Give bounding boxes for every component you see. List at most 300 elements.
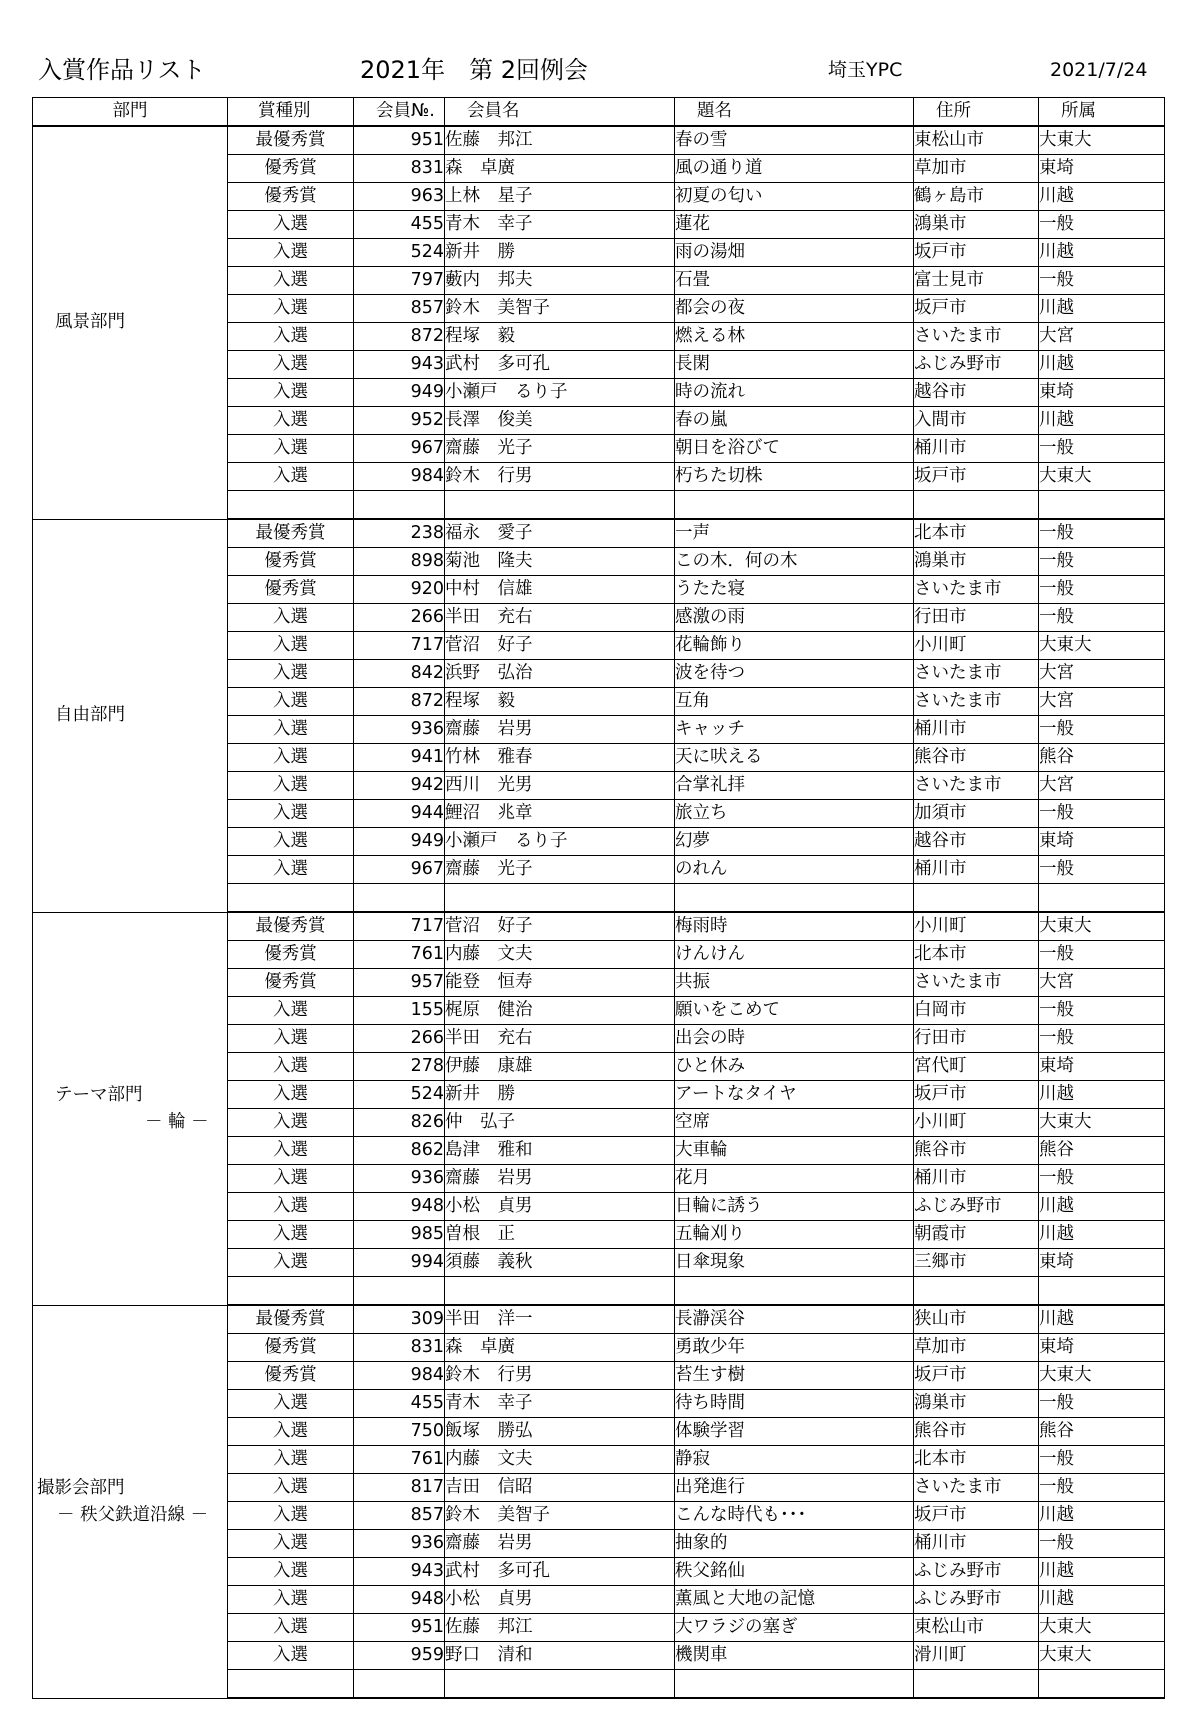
empty-cell (1039, 1277, 1165, 1306)
member-no-cell: 984 (354, 463, 445, 491)
affiliation-cell: 東埼 (1039, 379, 1165, 407)
title-cell: 空席 (675, 1109, 914, 1137)
address-cell: 富士見市 (914, 267, 1039, 295)
member-no-cell: 936 (354, 1530, 445, 1558)
member-no-cell: 943 (354, 351, 445, 379)
affiliation-cell: 東埼 (1039, 1249, 1165, 1277)
title-cell: 互角 (675, 688, 914, 716)
title-cell: 願いをこめて (675, 997, 914, 1025)
affiliation-cell: 一般 (1039, 604, 1165, 632)
address-cell: 鴻巣市 (914, 211, 1039, 239)
address-cell: 草加市 (914, 155, 1039, 183)
award-cell: 入選 (228, 1390, 354, 1418)
title-cell: 時の流れ (675, 379, 914, 407)
affiliation-cell: 川越 (1039, 1305, 1165, 1334)
award-cell: 入選 (228, 1025, 354, 1053)
member-no-cell: 941 (354, 744, 445, 772)
member-no-cell: 984 (354, 1362, 445, 1390)
award-cell: 入選 (228, 716, 354, 744)
award-cell: 最優秀賞 (228, 126, 354, 155)
address-cell: 東松山市 (914, 1614, 1039, 1642)
member-no-cell: 872 (354, 688, 445, 716)
title-cell: 都会の夜 (675, 295, 914, 323)
award-cell: 入選 (228, 632, 354, 660)
address-cell: 鶴ヶ島市 (914, 183, 1039, 211)
address-cell: 熊谷市 (914, 1137, 1039, 1165)
award-cell: 入選 (228, 800, 354, 828)
empty-cell (354, 884, 445, 913)
affiliation-cell: 一般 (1039, 1390, 1165, 1418)
affiliation-cell: 大東大 (1039, 1362, 1165, 1390)
address-cell: 熊谷市 (914, 744, 1039, 772)
affiliation-cell: 熊谷 (1039, 1137, 1165, 1165)
address-cell: ふじみ野市 (914, 1558, 1039, 1586)
title-cell: 感激の雨 (675, 604, 914, 632)
title-cell: 旅立ち (675, 800, 914, 828)
award-cell: 入選 (228, 1193, 354, 1221)
address-cell: 加須市 (914, 800, 1039, 828)
title-cell: 初夏の匂い (675, 183, 914, 211)
award-cell: 最優秀賞 (228, 519, 354, 548)
affiliation-cell: 一般 (1039, 1165, 1165, 1193)
address-cell: 坂戸市 (914, 1502, 1039, 1530)
address-cell: ふじみ野市 (914, 351, 1039, 379)
title-cell: けんけん (675, 941, 914, 969)
empty-cell (445, 1670, 675, 1699)
member-no-cell: 797 (354, 267, 445, 295)
member-name-cell: 半田 充右 (445, 1025, 675, 1053)
member-no-cell: 831 (354, 155, 445, 183)
empty-cell (354, 1670, 445, 1699)
affiliation-cell: 大東大 (1039, 1642, 1165, 1670)
address-cell: 小川町 (914, 632, 1039, 660)
address-cell: 草加市 (914, 1334, 1039, 1362)
member-no-cell: 943 (354, 1558, 445, 1586)
address-cell: 北本市 (914, 1446, 1039, 1474)
award-cell: 優秀賞 (228, 969, 354, 997)
empty-cell (914, 884, 1039, 913)
title-cell: うたた寝 (675, 576, 914, 604)
empty-cell (675, 1670, 914, 1699)
document-title: 入賞作品リスト (38, 56, 206, 84)
member-no-cell: 942 (354, 772, 445, 800)
empty-cell (675, 491, 914, 520)
member-name-cell: 鈴木 美智子 (445, 1502, 675, 1530)
member-no-cell: 857 (354, 295, 445, 323)
affiliation-cell: 川越 (1039, 1193, 1165, 1221)
title-cell: 幻夢 (675, 828, 914, 856)
empty-cell (228, 1277, 354, 1306)
award-cell: 入選 (228, 1165, 354, 1193)
title-cell: 出会の時 (675, 1025, 914, 1053)
member-name-cell: 小瀬戸 るり子 (445, 828, 675, 856)
title-cell: 天に吠える (675, 744, 914, 772)
empty-cell (354, 491, 445, 520)
member-no-cell: 963 (354, 183, 445, 211)
title-cell: ひと休み (675, 1053, 914, 1081)
member-no-cell: 967 (354, 435, 445, 463)
member-name-cell: 半田 洋一 (445, 1305, 675, 1334)
affiliation-cell: 大宮 (1039, 660, 1165, 688)
column-header-member-no: 会員№. (354, 98, 445, 127)
table-row (33, 519, 1165, 548)
award-cell: 入選 (228, 828, 354, 856)
department-label-group (33, 309, 227, 336)
title-cell: 長閑 (675, 351, 914, 379)
member-name-cell: 曽根 正 (445, 1221, 675, 1249)
address-cell: 狭山市 (914, 1305, 1039, 1334)
member-name-cell: 飯塚 勝弘 (445, 1418, 675, 1446)
title-cell: のれん (675, 856, 914, 884)
department-name: 自由部門 (55, 705, 125, 725)
affiliation-cell: 川越 (1039, 1558, 1165, 1586)
department-name: テーマ部門 (55, 1084, 143, 1105)
department-label-group (33, 702, 227, 729)
member-no-cell: 717 (354, 632, 445, 660)
award-cell: 入選 (228, 772, 354, 800)
member-no-cell: 455 (354, 211, 445, 239)
award-cell: 入選 (228, 856, 354, 884)
address-cell: 越谷市 (914, 379, 1039, 407)
affiliation-cell: 東埼 (1039, 828, 1165, 856)
member-name-cell: 菅沼 好子 (445, 912, 675, 941)
award-cell: 優秀賞 (228, 1334, 354, 1362)
award-cell: 入選 (228, 688, 354, 716)
address-cell: 北本市 (914, 519, 1039, 548)
empty-cell (228, 1670, 354, 1699)
member-no-cell: 872 (354, 323, 445, 351)
affiliation-cell: 大東大 (1039, 1614, 1165, 1642)
member-name-cell: 森 卓廣 (445, 155, 675, 183)
member-name-cell: 齋藤 岩男 (445, 1530, 675, 1558)
title-cell: 梅雨時 (675, 912, 914, 941)
column-header-affiliation: 所属 (1039, 98, 1165, 127)
address-cell: 行田市 (914, 604, 1039, 632)
affiliation-cell: 大東大 (1039, 126, 1165, 155)
club-name: 埼玉YPC (828, 59, 903, 81)
affiliation-cell: 一般 (1039, 435, 1165, 463)
member-name-cell: 福永 愛子 (445, 519, 675, 548)
empty-cell (914, 1670, 1039, 1699)
address-cell: 桶川市 (914, 435, 1039, 463)
member-no-cell: 957 (354, 969, 445, 997)
affiliation-cell: 川越 (1039, 295, 1165, 323)
award-cell: 入選 (228, 1474, 354, 1502)
address-cell: 白岡市 (914, 997, 1039, 1025)
member-name-cell: 中村 信雄 (445, 576, 675, 604)
title-cell: 出発進行 (675, 1474, 914, 1502)
member-no-cell: 717 (354, 912, 445, 941)
title-cell: 体験学習 (675, 1418, 914, 1446)
member-name-cell: 青木 幸子 (445, 1390, 675, 1418)
address-cell: 熊谷市 (914, 1418, 1039, 1446)
award-cell: 入選 (228, 1530, 354, 1558)
affiliation-cell: 一般 (1039, 211, 1165, 239)
award-cell: 入選 (228, 1558, 354, 1586)
member-no-cell: 524 (354, 1081, 445, 1109)
affiliation-cell: 一般 (1039, 997, 1165, 1025)
member-name-cell: 浜野 弘治 (445, 660, 675, 688)
address-cell: 小川町 (914, 912, 1039, 941)
address-cell: 鴻巣市 (914, 548, 1039, 576)
column-header-title: 題名 (675, 98, 914, 127)
member-no-cell: 920 (354, 576, 445, 604)
member-name-cell: 小松 貞男 (445, 1586, 675, 1614)
affiliation-cell: 一般 (1039, 267, 1165, 295)
member-no-cell: 826 (354, 1109, 445, 1137)
address-cell: 鴻巣市 (914, 1390, 1039, 1418)
award-list-table (32, 97, 1165, 1699)
address-cell: 北本市 (914, 941, 1039, 969)
member-name-cell: 齋藤 岩男 (445, 1165, 675, 1193)
award-cell: 入選 (228, 1586, 354, 1614)
affiliation-cell: 熊谷 (1039, 1418, 1165, 1446)
address-cell: 桶川市 (914, 856, 1039, 884)
address-cell: さいたま市 (914, 969, 1039, 997)
title-cell: 秩父銘仙 (675, 1558, 914, 1586)
title-cell: 機関車 (675, 1642, 914, 1670)
member-name-cell: 佐藤 邦江 (445, 1614, 675, 1642)
member-name-cell: 伊藤 康雄 (445, 1053, 675, 1081)
address-cell: 桶川市 (914, 1530, 1039, 1558)
member-name-cell: 内藤 文夫 (445, 941, 675, 969)
award-cell: 入選 (228, 1053, 354, 1081)
address-cell: 桶川市 (914, 716, 1039, 744)
member-no-cell: 936 (354, 716, 445, 744)
member-no-cell: 936 (354, 1165, 445, 1193)
award-cell: 入選 (228, 1642, 354, 1670)
title-cell: キャッチ (675, 716, 914, 744)
award-cell: 入選 (228, 295, 354, 323)
award-cell: 入選 (228, 379, 354, 407)
title-cell: この木．何の木 (675, 548, 914, 576)
column-header-award: 賞種別 (228, 98, 354, 127)
empty-cell (228, 884, 354, 913)
member-name-cell: 内藤 文夫 (445, 1446, 675, 1474)
address-cell: 坂戸市 (914, 295, 1039, 323)
member-name-cell: 佐藤 邦江 (445, 126, 675, 155)
address-cell: さいたま市 (914, 576, 1039, 604)
award-cell: 入選 (228, 1446, 354, 1474)
award-cell: 入選 (228, 351, 354, 379)
column-header-department: 部門 (33, 98, 228, 127)
award-cell: 入選 (228, 211, 354, 239)
department-name: 撮影会部門 (37, 1477, 125, 1498)
empty-cell (445, 1277, 675, 1306)
award-cell: 入選 (228, 463, 354, 491)
member-no-cell: 949 (354, 379, 445, 407)
member-name-cell: 菊池 隆夫 (445, 548, 675, 576)
award-cell: 優秀賞 (228, 155, 354, 183)
affiliation-cell: 川越 (1039, 351, 1165, 379)
member-no-cell: 857 (354, 1502, 445, 1530)
address-cell: 三郷市 (914, 1249, 1039, 1277)
department-cell (33, 1305, 228, 1698)
department-cell (33, 126, 228, 519)
affiliation-cell: 大東大 (1039, 632, 1165, 660)
award-cell: 入選 (228, 1249, 354, 1277)
member-no-cell: 455 (354, 1390, 445, 1418)
empty-cell (914, 1277, 1039, 1306)
award-cell: 入選 (228, 435, 354, 463)
award-cell: 入選 (228, 407, 354, 435)
member-no-cell: 309 (354, 1305, 445, 1334)
affiliation-cell: 一般 (1039, 548, 1165, 576)
meeting-label: 2021年 第 2回例会 (360, 56, 588, 84)
affiliation-cell: 大宮 (1039, 772, 1165, 800)
address-cell: 越谷市 (914, 828, 1039, 856)
award-cell: 入選 (228, 1081, 354, 1109)
award-cell: 優秀賞 (228, 576, 354, 604)
title-cell: 花輪飾り (675, 632, 914, 660)
award-cell: 最優秀賞 (228, 912, 354, 941)
award-cell: 優秀賞 (228, 1362, 354, 1390)
member-name-cell: 藪内 邦夫 (445, 267, 675, 295)
affiliation-cell: 大東大 (1039, 1109, 1165, 1137)
address-cell: 東松山市 (914, 126, 1039, 155)
affiliation-cell: 一般 (1039, 941, 1165, 969)
member-no-cell: 266 (354, 604, 445, 632)
member-no-cell: 948 (354, 1193, 445, 1221)
title-cell: 蓮花 (675, 211, 914, 239)
member-name-cell: 仲 弘子 (445, 1109, 675, 1137)
member-name-cell: 能登 恒寿 (445, 969, 675, 997)
member-no-cell: 959 (354, 1642, 445, 1670)
address-cell: 坂戸市 (914, 239, 1039, 267)
award-cell: 入選 (228, 1109, 354, 1137)
title-cell: 日輪に誘う (675, 1193, 914, 1221)
member-name-cell: 鯉沼 兆章 (445, 800, 675, 828)
affiliation-cell: 東埼 (1039, 1053, 1165, 1081)
address-cell: 桶川市 (914, 1165, 1039, 1193)
affiliation-cell: 一般 (1039, 716, 1165, 744)
member-name-cell: 竹林 雅春 (445, 744, 675, 772)
empty-cell (228, 491, 354, 520)
award-cell: 入選 (228, 604, 354, 632)
title-cell: 大ワラジの塞ぎ (675, 1614, 914, 1642)
member-name-cell: 小松 貞男 (445, 1193, 675, 1221)
table-row (33, 1305, 1165, 1334)
title-cell: 朽ちた切株 (675, 463, 914, 491)
title-cell: 雨の湯畑 (675, 239, 914, 267)
table-body (33, 126, 1165, 1698)
department-label-group (33, 1082, 227, 1136)
title-cell: 春の嵐 (675, 407, 914, 435)
affiliation-cell: 一般 (1039, 1474, 1165, 1502)
department-subtitle: － 輪 － (145, 1111, 209, 1132)
member-no-cell: 948 (354, 1586, 445, 1614)
address-cell: さいたま市 (914, 1474, 1039, 1502)
empty-cell (1039, 491, 1165, 520)
member-name-cell: 菅沼 好子 (445, 632, 675, 660)
empty-cell (1039, 1670, 1165, 1699)
title-cell: 花月 (675, 1165, 914, 1193)
title-cell: 燃える林 (675, 323, 914, 351)
affiliation-cell: 川越 (1039, 1502, 1165, 1530)
document-date: 2021/7/24 (1050, 59, 1148, 81)
member-no-cell: 155 (354, 997, 445, 1025)
address-cell: 行田市 (914, 1025, 1039, 1053)
address-cell: さいたま市 (914, 323, 1039, 351)
affiliation-cell: 川越 (1039, 1221, 1165, 1249)
affiliation-cell: 大宮 (1039, 969, 1165, 997)
award-cell: 優秀賞 (228, 941, 354, 969)
affiliation-cell: 川越 (1039, 183, 1165, 211)
member-no-cell: 842 (354, 660, 445, 688)
title-cell: 風の通り道 (675, 155, 914, 183)
title-cell: 勇敢少年 (675, 1334, 914, 1362)
title-cell: 共振 (675, 969, 914, 997)
member-no-cell: 238 (354, 519, 445, 548)
member-name-cell: 程塚 毅 (445, 323, 675, 351)
member-name-cell: 上林 星子 (445, 183, 675, 211)
affiliation-cell: 川越 (1039, 1586, 1165, 1614)
award-cell: 入選 (228, 239, 354, 267)
empty-cell (675, 884, 914, 913)
affiliation-cell: 一般 (1039, 519, 1165, 548)
affiliation-cell: 大宮 (1039, 323, 1165, 351)
address-cell: 入間市 (914, 407, 1039, 435)
member-no-cell: 750 (354, 1418, 445, 1446)
address-cell: さいたま市 (914, 660, 1039, 688)
department-subtitle: － 秩父鉄道沿線 － (57, 1504, 209, 1525)
member-name-cell: 須藤 義秋 (445, 1249, 675, 1277)
affiliation-cell: 川越 (1039, 1081, 1165, 1109)
affiliation-cell: 大宮 (1039, 688, 1165, 716)
affiliation-cell: 東埼 (1039, 155, 1165, 183)
title-cell: 朝日を浴びて (675, 435, 914, 463)
title-cell: 苔生す樹 (675, 1362, 914, 1390)
award-cell: 優秀賞 (228, 183, 354, 211)
member-name-cell: 新井 勝 (445, 239, 675, 267)
award-cell: 入選 (228, 1614, 354, 1642)
department-label-group (33, 1475, 227, 1529)
affiliation-cell: 東埼 (1039, 1334, 1165, 1362)
award-cell: 入選 (228, 1221, 354, 1249)
member-name-cell: 武村 多可孔 (445, 1558, 675, 1586)
member-name-cell: 吉田 信昭 (445, 1474, 675, 1502)
award-cell: 入選 (228, 267, 354, 295)
empty-cell (914, 491, 1039, 520)
address-cell: ふじみ野市 (914, 1193, 1039, 1221)
member-name-cell: 鈴木 美智子 (445, 295, 675, 323)
address-cell: さいたま市 (914, 688, 1039, 716)
affiliation-cell: 川越 (1039, 407, 1165, 435)
affiliation-cell: 一般 (1039, 1530, 1165, 1558)
member-no-cell: 951 (354, 1614, 445, 1642)
table-row (33, 126, 1165, 155)
title-cell: 長瀞渓谷 (675, 1305, 914, 1334)
member-name-cell: 齋藤 光子 (445, 435, 675, 463)
title-cell: 待ち時間 (675, 1390, 914, 1418)
department-cell (33, 912, 228, 1305)
empty-cell (445, 491, 675, 520)
member-name-cell: 半田 充右 (445, 604, 675, 632)
member-name-cell: 野口 清和 (445, 1642, 675, 1670)
title-cell: 薫風と大地の記憶 (675, 1586, 914, 1614)
affiliation-cell: 一般 (1039, 1025, 1165, 1053)
member-no-cell: 967 (354, 856, 445, 884)
member-no-cell: 985 (354, 1221, 445, 1249)
affiliation-cell: 一般 (1039, 576, 1165, 604)
award-cell: 入選 (228, 1502, 354, 1530)
member-no-cell: 266 (354, 1025, 445, 1053)
member-no-cell: 761 (354, 941, 445, 969)
title-cell: 抽象的 (675, 1530, 914, 1558)
award-cell: 優秀賞 (228, 548, 354, 576)
award-cell: 入選 (228, 744, 354, 772)
address-cell: 坂戸市 (914, 1362, 1039, 1390)
